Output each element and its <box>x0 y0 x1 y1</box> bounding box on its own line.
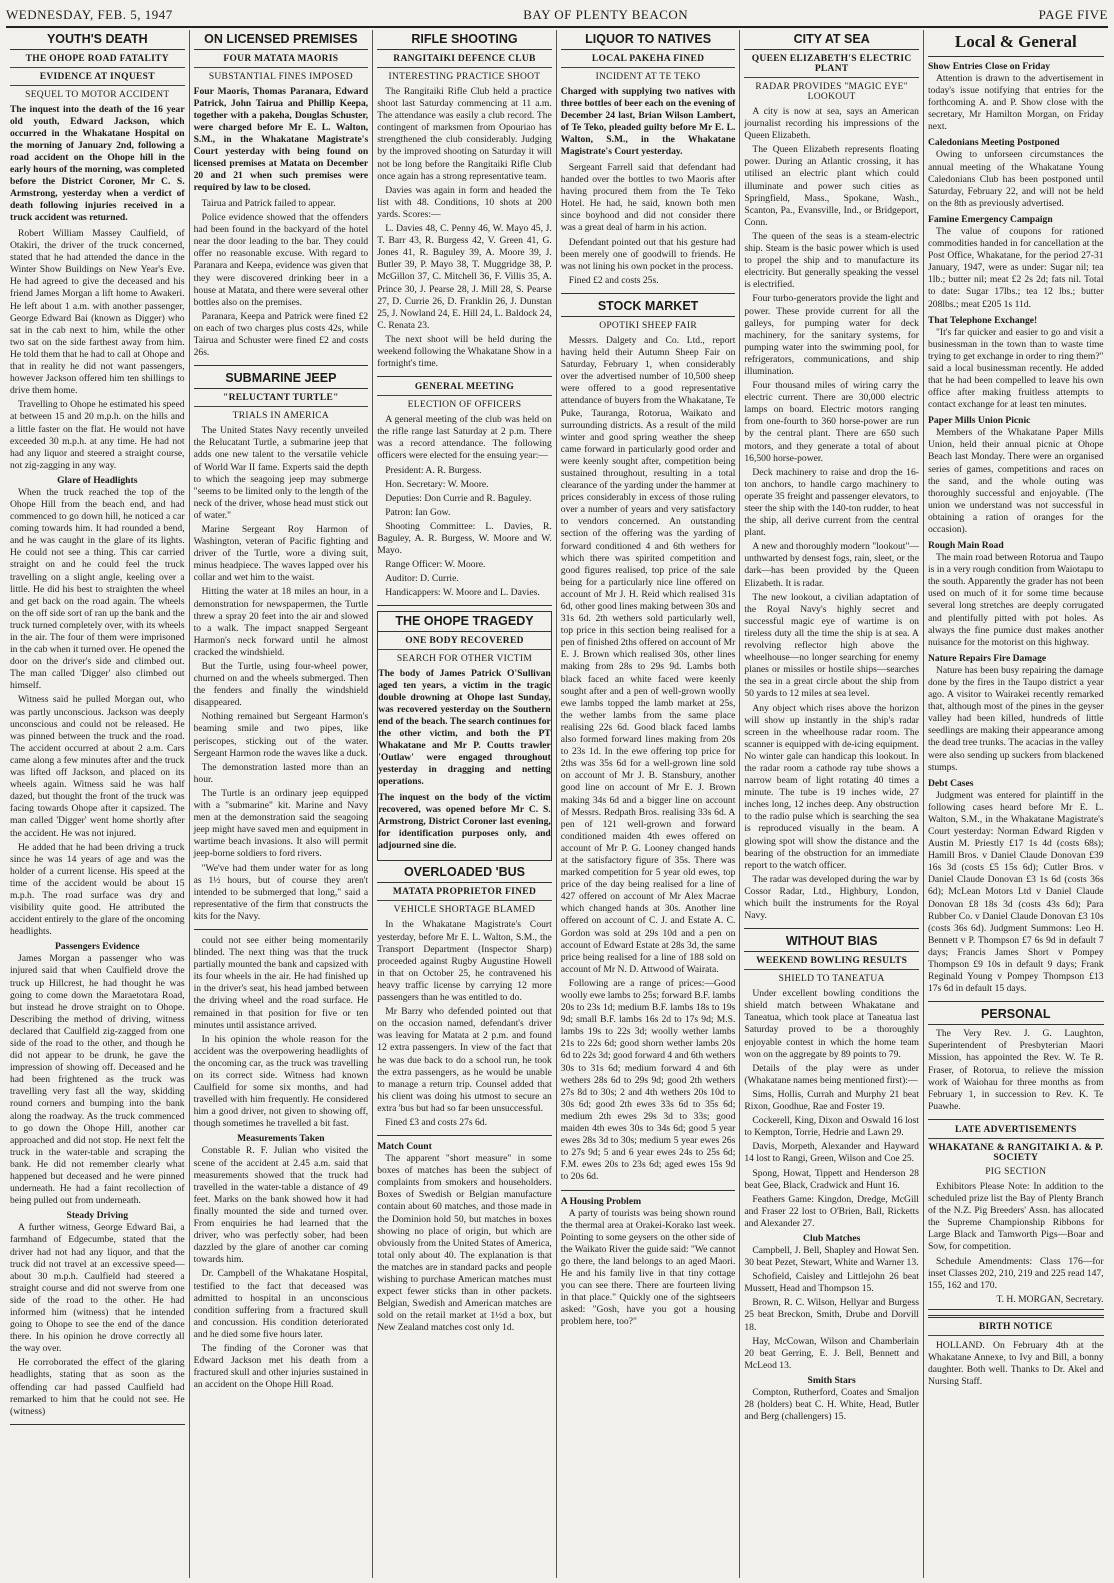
article-paragraph: Hon. Secretary: W. Moore. <box>385 478 489 490</box>
article-licensed-premises <box>194 32 369 366</box>
article-paragraph: The demonstration lasted more than an hour. <box>193 761 369 785</box>
article-paragraph: Following are a range of prices:—Good woolly ewe lambs to 25s; forward B.F. lambs 20s to 23s 1d; medium B.F. lambs 18s to 19s 9d; small B.F. lambs 16s 2d to 17s 9d; M.S. lambs 19s to 22s 3d; woolly wether lambs 21s to 22s 6d; good shorn wether lambs 20s 6d to 22s 3d; good forward 4 and 6th wethers 30s to 31s 6d; medium forward 4 and 6th wethers 28s 6d to 29s 9d; good 2th wethers 27s 8d to 30s; 2 and 4th wethers 20s 10d to 30s 6d; good 2th ewes 33s 6d to 35s 6d; medium 2th ewes 29s 3d to 33s; good maiden 4th ewes 30s to 34s 6d; good 5 year ewes 28s 3d to 30s; medium 5 year ewes 26s to 27s 9d; 5 and 6 year ewes 24s to 25s 6d; F.M. ewes 20s to 23s 6d; aged ewes 15s 9d to 20s 6d. <box>560 977 736 1183</box>
article-paragraph: Hay, McCowan, Wilson and Chamberlain 20 beat Gerring, E. J. Bell, Bennett and McLeod 13. <box>744 1335 919 1371</box>
section-title: Local & General <box>928 32 1104 57</box>
article-subheading: MATATA PROPRIETOR FINED <box>377 887 552 901</box>
article-paragraph: L. Davies 48, C. Penny 46, W. Mayo 45, J. T. Barr 43, R. Burgess 42, V. Green 41, G. Jones 41, R. Baguley 39, A. Moore 39, J. Butler 39, P. Mayo 38, T. Muggridge 38, P. McGillon 37, C. Mitchell 36, F. Villis 35, A. Prince 30, J. Pearse 28, J. Mill 28, S. Pearse 27, D. Currie 26, D. Franklin 26, J. Dunstan 25, J. Nowland 24, E. Hill 24, L. Baldock 24, C. Renata 23. <box>377 223 552 331</box>
item-text: Judgment was entered for plaintiff in the following cases heard before Mr E. L. Walton, S.M., in the Whakatane Magistrate's Court yesterday: Norman Edward Rigden v Austin M. Priestly £17 1s 4d (costs 68s); Hamill Bros. v Daniel Claude Donovan £39 16s 3d (costs £5 15s 6d); Cutler Bros. v Daniel Claude Donovan £3 1s 6d (costs 36s 6d); McLean Motors Ltd v Daniel Claude Donovan £8 18s 3d (costs 43s 6d); Para Rubber Co. v Daniel Claude Donovan £3 10s (costs 36s 6d). Judgment Summons: Leo H. Bennett v P. Thompson £7 6s 9d in default 7 days; Francis James Short v Pompey Thompson £9 10s in default 9 days; Frank Reginald Young v Pompey Thompson £13 17s 6d in default 15 days. <box>927 789 1104 995</box>
article-headline: WITHOUT BIAS <box>744 934 919 952</box>
article-subheading: LOCAL PAKEHA FINED <box>561 54 736 68</box>
article-paragraph: Police evidence showed that the offenders had been found in the backyard of the hotel near the door leading to the bar. They could offer no reasonable excuse. With regard to Paranara and Keepa, evidence was given that they were discovered drinking beer in a house at Matata, and there were several other bottles also on the premises. <box>193 212 369 308</box>
article-paragraph: Campbell, J. Bell, Shapley and Howat Sen. 30 beat Pezet, Stewart, White and Warner 13. <box>744 1244 919 1269</box>
section-heading: Passengers Evidence <box>55 941 140 953</box>
article-paragraph: A new and thoroughly modern "lookout"—unthwarted by densest fogs, rain, sleet, or the dark—has been provided by the Queen Elizabeth. It is radar. <box>744 541 919 589</box>
article-paragraph: Four thousand miles of wiring carry the electric current. There are 30,000 electric lamps on board. Electric motors ranging from one-fourth to 360 horse-power are run by the central plant. There are 650 such motors, and they generate a total of about 16,500 horse-power. <box>744 380 919 464</box>
article-paragraph: Shooting Committee: L. Davies, R. Baguley, A. R. Burgess, W. Moore and W. Mayo. <box>377 520 552 557</box>
article-paragraph: In the Whakatane Magistrate's Court yesterday, before Mr E. L. Walton, S.M., the Transport Department (Inspector Sharp) proceeded against Rugby Augustine Howell in that on October 25, he contravened his heavy traffic license by carrying 12 more passengers than he was entitled to do. <box>377 919 552 1004</box>
item-heading: That Telephone Exchange! <box>927 314 1038 326</box>
section-heading: Glare of Headlights <box>57 474 138 486</box>
article-subheading: THE OHOPE ROAD FATALITY <box>10 54 185 68</box>
article-paragraph: The Queen Elizabeth represents floating power. During an Atlantic crossing, it has utilised an electric plant which could illuminate and power such cities as Springfield, Mass., Spokane, Wash., Scanton, Pa., Evansville, Ind., or Bridgeport, Conn. <box>744 144 919 228</box>
item-text: Attention is drawn to the advertisement in today's issue notifying that entries for the forthcoming A. and P. Show close with the secretary, Mr Hamilton Morgan, on Friday next. <box>927 73 1104 133</box>
article-subheading: WEEKEND BOWLING RESULTS <box>744 956 919 970</box>
ad-signature: T. H. MORGAN, Secretary. <box>996 1293 1104 1305</box>
section-heading: Steady Driving <box>66 1210 129 1222</box>
item-text: The value of coupons for rationed commodities handed in for cancellation at the Post Office, Whakatane, for the period 27-31 January, 1947, were as under: Sugar nil; tea 1lb.; butter nil; meat £2 2s 2d; fats nil. Total to date: Sugar 17lbs.; tea 12 lbs.; butter 208lbs.; meat £205 1s 11d. <box>927 225 1104 310</box>
article-headline: SUBMARINE JEEP <box>194 371 369 389</box>
masthead-date: WEDNESDAY, FEB. 5, 1947 <box>6 7 173 22</box>
article-subheading: SUBSTANTIAL FINES IMPOSED <box>208 72 353 82</box>
article-paragraph: Schofield, Caisley and Littlejohn 26 beat Mussett, Head and Thompson 15. <box>744 1271 919 1295</box>
item-heading: Show Entries Close on Friday <box>927 61 1051 72</box>
article-paragraph: He added that he had been driving a truck since he was 14 years of age and was the holder of a current license. His speed at the time of the accident would be about 15 m.p.h. The road surface was dry and visibility quite good. He attributed the accident entirely to the glare of the oncoming headlights. <box>10 841 185 938</box>
article-paragraph: Deck machinery to raise and drop the 16-ton anchors, to handle cargo machinery to operate 35 freight and passenger elevators, to steer the ship with the 140-ton rudder, to heat the ship, all derive current from the central plant. <box>744 466 919 539</box>
article-headline: RIFLE SHOOTING <box>377 32 552 50</box>
article-paragraph: Compton, Rutherford, Coates and Smaljon 28 (holders) beat C. H. White, Head, Butler and Berg (challengers) 15. <box>744 1386 919 1423</box>
article-paragraph: The United States Navy recently unveiled the Relucatant Turtle, a submarine jeep that adds one new talent to the versatile vehicle of World War II fame. Experts said the depth to which the seagoing jeep may submerge "seems to be limited only to the length of the neck of the driver, whose head must stick out of water." <box>193 425 369 521</box>
column-5 <box>740 30 924 1578</box>
article-youths-death-continued <box>194 935 369 1391</box>
item-text: The main road between Rotorua and Taupo is in a very rough condition from Waiotapu to the south. Apparently the grader has not been used on much of it for some time because several long stretches are deeply corrugated and plentifully pitted with pot holes. As always the fine pumice dust makes another nuisance for the motorist on this highway. <box>927 552 1104 648</box>
article-paragraph: Details of the play were as under (Whakatane names being mentioned first):— <box>744 1062 919 1086</box>
column-3 <box>373 30 557 1578</box>
article-headline: OVERLOADED 'BUS <box>377 865 552 883</box>
article-paragraph: A further witness, George Edward Bai, a farmhand of Edgecumbe, stated that the driver had not had any liquor, and that the truck did not travel at an excessive speed—about 30 m.p.h. Caulfield had steered a straight course and did not swerve from one side of the road to the other. He had informed him (witness) that he intended going to Ohope to see the end of the dance there. In his opinion he drove correctly all the way over. <box>10 1222 185 1355</box>
column-6 <box>924 30 1108 1578</box>
article-liquor-to-natives <box>561 32 736 294</box>
article-paragraph: Deputies: Don Currie and R. Baguley. <box>385 492 532 504</box>
article-paragraph: A general meeting of the club was held on the rifle range last Saturday at 2 p.m. There was a record attendance. The following officers were elected for the ensuing year:— <box>377 414 552 462</box>
article-paragraph: Travelling to Ohope he estimated his speed at between 15 and 20 m.p.h. on the hills and a little faster on the flat. He would not have exceeded 30 m.p.h. at any time. He had not had any liquor and steered a straight course, not zig-zagging in any way. <box>10 399 185 471</box>
article-without-bias <box>744 934 919 1423</box>
article-paragraph: Messrs. Dalgety and Co. Ltd., report having held their Autumn Sheep Fair on Saturday, February 1, when considerably over the advertised number of 10,500 sheep were offered to a good representative attendance of buyers from the Whakatane, Te Puke, Tauranga, Rotorua, Waikato and surrounding districts. As a result of the mild winter and good spring weather the sheep came forward in particularly good order and were keenly sought after, competition being sustained throughout, resulting in a total clearance of the yarding under the hammer at prices considerably in excess of those ruling over a number of years and very satisfactory to vendors concerned. An outstanding section of the offering was the yarding of forward conditioned 4 and 6th wethers for which there was spirited competition and good figures realised, top price of the sale being for a particularly nice line offered on account of Mr J. H. Reid which realised 31s 6d, other good lines making between 30s and 31s 6d. 2th wethers sold particularly well, top price in this section being realised for a pen of finished 2ths offered on account of Mr E. J. Brown which realised 30s, other lines making from 28s to 29s 9d. Lambs both black faced an white faced were keenly sought after and a pen of well-grown woolly ewe lambs topped the lamb market at 25s, the wether lambs from the same place realising 22s 6d. Good black faced lambs also formed forward lines making from 20s to 23s 1d. In the ewe offering top price for 2ths was 35s 6d for a well-grown line sold on account of Mr J. B. Stansbury, another good line on account of Mr E. J. Brown making 34s 6d and a bigger line on account of Messrs. Redpath Bros. realising 33s 6d. A pen of 121 well-grown and forward conditioned maiden 4th ewes offered on account of Mr P. G. Looney changed hands at the satisfactory figure of 35s. There was marked competition for 5 year old ewes, top price of the day being realised for a line of 427 offered on account of Mr Alex Macrae which changed hands at 30s. Another line offered on account of C. J. and Estate A. C. Gordon was sold at 29s 10d and a pen on account of Edward Estate at 28s 3d, the same price being realised for a line of 188 sold on account of Mr N. D. Attwood of Wairata. <box>560 334 736 975</box>
article-paragraph: Tairua and Patrick failed to appear. <box>201 198 336 209</box>
item-text: "It's far quicker and easier to go and visit a businessman in the town than to waste time trying to get exchange in order to ring them?" said a local businessman recently. He added that he had been compelled to leave his own office after making fruitless attempts to contact exchange for at least ten minutes. <box>927 326 1104 411</box>
article-headline: THE OHOPE TRAGEDY <box>378 614 551 632</box>
article-paragraph: Robert William Massey Caulfield, of Otakiri, the driver of the truck concerned, stated that he had attended the dance in the Winter Show Buildings on New Year's Eve. He had agreed to give the deceased and his friend James Morgan a lift home to Awakeri. He left about 1 a.m. with another passenger, George Edward Bai (known as Digger) who sat in the cab next to him, while the other two sat on the side farthest away from him. He told them that he had to call at Ohope and that in reality he did not want passengers, however Jackson offered him ten shillings to drive them home. <box>10 228 185 397</box>
item-text: The Very Rev. J. G. Laughton, Superintendent of Presbyterian Maori Mission, has appointed the Rev. W. Te R. Fraser, of Rotorua, to relieve the mission work of Waiohau for three months as from February 1, in succession to Rev. K. Te Puawhe. <box>927 1028 1104 1112</box>
article-subheading: RADAR PROVIDES "MAGIC EYE" LOOKOUT <box>755 82 908 102</box>
article-subheading: QUEEN ELIZABETH'S ELECTRIC PLANT <box>744 54 919 78</box>
article-paragraph: Sims, Hollis, Currah and Murphy 21 beat Rixon, Goodhue, Rae and Foster 19. <box>744 1088 919 1113</box>
item-text: Owing to unforseen circumstances the annual meeting of the Whakatane Young Caledonians Club has been postponed until Saturday, February 22, and will not be held on the 8th as previously advertised. <box>927 149 1104 209</box>
article-paragraph: The queen of the seas is a steam-electric ship. Steam is the basic power which is used to propel the ship and to manufacture its electricity. But generally speaking the vessel is electrified. <box>744 230 919 291</box>
article-paragraph: Fined £3 and costs 27s 6d. <box>385 1116 487 1128</box>
article-paragraph: Defendant pointed out that his gesture had been merely one of goodwill to friends. He was not lining his own pocket in the process. <box>560 236 736 272</box>
item-text: Members of the Whakatane Paper Mills Union, held their annual picnic at Ohope Beach last Monday. There were an organised series of games, competitions and races on the sand, and the whole outing was thoroughly successful and enjoyable. (The union we understand was not successful in obtaining a ration of oranges for the occasion). <box>927 427 1104 535</box>
item-heading: Paper Mills Union Picnic <box>927 415 1031 427</box>
masthead <box>6 4 1108 28</box>
article-submarine-jeep <box>194 371 369 930</box>
item-heading: Caledonians Meeting Postponed <box>927 137 1060 149</box>
article-paragraph: Cockerell, King, Dixon and Oswald 16 lost to Kempton, Torrie, Hedrie and Lawn 29. <box>744 1115 919 1139</box>
article-subheading: SEQUEL TO MOTOR ACCIDENT <box>25 90 170 100</box>
article-subheading: "RELUCTANT TURTLE" <box>194 393 369 407</box>
article-lead: The inquest on the body of the victim recovered, was opened before Mr C. S. Armstrong, District Coroner last evening, for identification purposes only, and adjourned sine die. <box>378 792 551 852</box>
article-youths-death <box>10 32 185 1425</box>
late-advertisements <box>928 1125 1104 1310</box>
article-headline: PERSONAL <box>928 1007 1104 1025</box>
article-ohope-tragedy <box>377 611 552 861</box>
item-heading: Famine Emergency Campaign <box>927 213 1053 225</box>
article-paragraph: He corroborated the effect of the glaring headlights, stating that as soon as the offending car had passed Caulfield had remarked to him that he could not see. He (witness) <box>10 1357 185 1417</box>
article-paragraph: Constable R. F. Julian who visited the scene of the accident at 2.45 a.m. said that measurements showed that the truck had travelled in the water-table a distance of 49 feet. Marks on the bank showed how it had finally mounted the side and turned over. From enquiries he had learned that the driver, who was perfectly sober, had been dazzled by the glare of another car coming towards him. <box>193 1145 369 1266</box>
article-paragraph: The apparent "short measure" in some boxes of matches has been the subject of complaints from smokers and householders. Boxes of Swedish or Belgian manufacture contain about 60 matches, and those made in the Dominion hold 50, but matches in boxes showing no place of origin, but which are obviously from the United States of America, total only about 40. The explanation is that the matches are in standard packs and people wishing to purchase American matches must expect fewer sticks than in other packets. Belgian, Swedish and American matches are sold on the retail market at 1½d a box, but New Zealand matches cost only 1d. <box>377 1153 552 1334</box>
article-paragraph: James Morgan a passenger who was injured said that when Caulfield drove the truck up Hillcrest, he had thought he was going to come down the Maraetotara Road, but instead he drove straight on to Ohope. Describing the method of driving, witness declared that Caulfield zig-zagged from one side of the road to the other, and though he did not appear to be drunk, he gave the impression of showing off. Deceased and he had been frightened as the truck was travelling very fast all the way, skidding round corners and bumping into the bank along the roadway. As the truck commenced to go down the Ohope Hill, another car approached and did not stop. He next felt the truck in the water-table and scraping the bank. He did not remember clearly what happened but deceased and he were pinned underneath. He had a faint recollection of being pulled out from underneath. <box>10 953 185 1207</box>
article-subheading: SHIELD TO TANEATUA <box>778 974 885 985</box>
article-paragraph: Four turbo-generators provide the light and power. These provide current for all the galleys, for pumping water for deck machinery, for the sanitary systems, for pumping water into the swimming pool, for refrigerators, communications, and ship illumination. <box>744 293 919 377</box>
article-paragraph: Mr Barry who defended pointed out that on the occasion named, defendant's driver was leaving for Matata at 2 p.m. and found 12 extra passengers. In view of the fact that he was due back to do a school run, he took the extra passengers, as he would be unable to manage a return trip. Counsel added that his client was doing his utmost to secure an extra 'bus but had so far been unsuccessful. <box>377 1006 552 1114</box>
local-and-general <box>928 32 1104 1002</box>
article-paragraph: Hitting the water at 18 miles an hour, in a demonstration for newspapermen, the Turtle threw a spray 20 feet into the air and slowed to a walk. The impact snapped Sergeant Harmon's neck forward until he almost cracked the windshield. <box>193 586 369 658</box>
article-subheading: OPOTIKI SHEEP FAIR <box>599 320 697 331</box>
column-4 <box>557 30 741 1578</box>
article-subheading: EVIDENCE AT INQUEST <box>10 72 185 86</box>
article-stock-market <box>561 299 736 1191</box>
article-lead: Charged with supplying two natives with three bottles of beer each on the evening of December 24 last, Brian Wilson Lambert, of Te Teko, pleaded guilty before Mr E. L. Walton, S.M., in the Whakatane Magistrate's Court yesterday. <box>560 86 736 157</box>
column-2 <box>190 30 374 1578</box>
section-heading: Measurements Taken <box>237 1133 325 1145</box>
article-subheading: INCIDENT AT TE TEKO <box>595 72 701 82</box>
section-heading: Match Count <box>377 1141 432 1153</box>
article-paragraph: The new lookout, a civilian adaptation of the Royal Navy's highly secret and successful magic eye of wartime is on tireless duty all the time the ship is at sea. A revolving reflector high above the wheelhouse—no longer searching for enemy planes or missiles or hostile ships—searches the sea in a great circle about the ship from 50 yards to 12 miles at sea level. <box>744 591 919 700</box>
article-paragraph: But the Turtle, using four-wheel power, churned on and the wheels submerged. Then the fenders and finally the windshield disappeared. <box>193 661 369 709</box>
notice-text: HOLLAND. On February 4th at the Whakatane Annexe, to Ivy and Bill, a bonny daughter. Both well. Thanks to Dr. Akel and Nursing Staff. <box>927 1339 1104 1388</box>
article-paragraph: Under excellent bowling conditions the shield match between Whakatane and Taneatua, which took place at Taneatua last Saturday proved to be a thoroughly enjoyable contest in which the home team won on the aggregate by 89 points to 79. <box>744 988 919 1060</box>
article-city-at-sea <box>744 32 919 929</box>
article-paragraph: A party of tourists was being shown round the thermal area at Orakei-Korako last week. Pointing to some geysers on the other side of the Waikato River the guide said: "We cannot go there, the land belongs to an aged Maori. He and his family live in that tiny cottage you can see there. There are fourteen living in that place." Quickly one of the sightseers asked: "Gosh, have you got a housing problem here, too?" <box>560 1207 736 1328</box>
section-title: LATE ADVERTISEMENTS <box>928 1125 1104 1139</box>
article-paragraph: Davis, Morpeth, Alexander and Hayward 14 lost to Rangi, Green, Wilson and Coe 25. <box>744 1141 919 1165</box>
article-paragraph: A city is now at sea, says an American journalist recording his impressions of the Queen Elizabeth. <box>744 106 919 142</box>
article-paragraph: The Turtle is an ordinary jeep equipped with a "submarine" kit. Marine and Navy men at the demonstration said the seagoing jeep might have saved men and equipment in wartime beach invasions. It also will permit jeep-borne soldiers to ford rivers. <box>193 787 369 860</box>
article-paragraph: President: A. R. Burgess. <box>385 464 482 476</box>
article-paragraph: Witness said he pulled Morgan out, who was partly unconscious. Jackson was deeply unconscious and could not be released. He was pinned between the truck and the road. The accident occurred at about 2 a.m. Cars came along a few minutes after and the truck was lifted off Jackson, and placed on its wheels again. Witness said he was half dazed, but thought the front of the truck was facing towards Ohope after it capsized. The man called 'Digger' went home shortly after the accident. He was not injured. <box>10 694 185 839</box>
item-text: Nature has been busy repairing the damage done by the fires in the Taupo district a year ago. A visitor to Wairakei recently remarked that, although most of the pines in the geyser valley had been killed, hundreds of little seedlings are making their appearance among the dead tree trunks. The acacias in the valley were also sending up suckers from blackened stumps. <box>927 664 1104 773</box>
article-lead: The body of James Patrick O'Sullivan aged ten years, a victim in the tragic double drowning at Ohope last Sunday, was recovered yesterday on the Southern end of the beach. The search continues for the other victim, and both the PT Whakatane and Mr P. Coutts trawler 'Outlaw' were engaged throughout yesterday in dragging and netting operations. <box>378 668 551 788</box>
article-paragraph: Any object which rises above the horizon will show up instantly in the ship's radar screen in the wheelhouse radar room. The scanner is equipped with de-icing equipment. No winter gale can handicap this lookout. In the radar room a cathode ray tube shows a narrow beam of light rotating 40 times a minute. The tube is 19 inches wide, 27 inches long, 12 inches deep. Any obstruction to the radio pulse which is searching the sea is reproduced visually in the beam. A glowing spot will show the distance and the bearing of the obstruction for an immediate report to the watch officer. <box>744 702 919 871</box>
article-paragraph: Dr. Campbell of the Whakatane Hospital, testified to the fact that deceased was admitted to hospital in an unconscious condition suffering from a fractured skull and concussion. His condition deteriorated and he died some five hours later. <box>193 1268 369 1340</box>
article-paragraph: Feathers Game: Kingdon, Dredge, McGill and Fraser 22 lost to O'Brien, Ball, Ricketts and Alexander 27. <box>744 1193 919 1229</box>
article-subheading: ELECTION OF OFFICERS <box>407 400 522 411</box>
article-match-count <box>377 1141 552 1334</box>
article-paragraph: could not see either being momentarily blinded. The next thing was that the truck partially mounted the bank and capsized with its four wheels in the air. He had finished up in the driver's seat, his head jambed between the driving wheel and the road surface. He remained in that position for five or ten minutes until assistance arrived. <box>193 934 369 1031</box>
article-subheading: ONE BODY RECOVERED <box>378 636 551 650</box>
item-heading: Rough Main Road <box>927 540 1004 552</box>
article-general-meeting <box>377 382 552 606</box>
article-headline: LIQUOR TO NATIVES <box>561 32 736 50</box>
article-headline: CITY AT SEA <box>744 32 919 50</box>
article-paragraph: Marine Sergeant Roy Harmon of Washington, veteran of Pacific fighting and driver of the Turtle, wore a diving suit, minus headpiece. The waves lapped over his collar and wet him to the waist. <box>193 523 369 584</box>
article-paragraph: Spong, Howat, Tippett and Henderson 28 beat Gee, Black, Cradwick and Hunt 16. <box>744 1167 919 1191</box>
ad-text: Exhibitors Please Note: In addition to the scheduled prize list the Bay of Plenty Branch of the N.Z. Pig Breeders' Assn. has allocated the Supreme Championship Ribbons for Large Black and Tamworth Pigs—Boar and Sow, for competition. <box>927 1180 1104 1253</box>
section-heading: A Housing Problem <box>560 1195 642 1207</box>
article-paragraph: Davies was again in form and headed the list with 48. Conditions, 10 shots at 200 yards. Scores:— <box>377 184 552 220</box>
article-headline: STOCK MARKET <box>561 299 736 317</box>
article-lead: Four Maoris, Thomas Paranara, Edward Patrick, John Tairua and Phillip Keepa, together with a pakeha, Douglas Schuster, were charged before Mr E. L. Walton, S.M., in the Whakatane Magistrate's Court yesterday with being found on licensed premises at Matata on December 20 and 21 when such premises were required by law to be closed. <box>193 86 369 193</box>
article-overloaded-bus <box>377 865 552 1136</box>
section-heading: Club Matches <box>803 1232 861 1244</box>
article-paragraph: Nothing remained but Sergeant Harmon's beaming smile and two pipes, like periscopes, sticking out of the water. Sergeant Harmon rode the waves like a duck. <box>193 711 369 759</box>
article-paragraph: The radar was developed during the war by Cossor Radar, Ltd., Highbury, London, which built the instruments for the Royal Navy. <box>744 873 919 922</box>
masthead-page-number: PAGE FIVE <box>1038 7 1108 22</box>
page-columns <box>6 30 1108 1578</box>
article-subheading: TRIALS IN AMERICA <box>232 411 330 422</box>
article-paragraph: When the truck reached the top of the Ohope Hill from the beach end, and had commenced to go down hill, he noticed a car coming towards him. It had rounded a bend, and he was caught in the glare of its lights. He could not see a thing. This car carried straight on and he could feel the truck travelling on a slight angle, keeling over a little. He did his best to straighten the wheel and get back on the road again. The wheels on the off side sort of ran up the bank and the truck turned completely over, with its wheels in the air. The four of them were imprisoned in the cab when it turned over. He opened the door on the driver's side and climbed out. The man called 'Digger' also climbed out himself. <box>10 486 185 692</box>
section-heading: Smith Stars <box>807 1374 856 1386</box>
ad-subtitle: PIG SECTION <box>985 1166 1047 1177</box>
article-subheading: GENERAL MEETING <box>377 382 552 396</box>
item-heading: Debt Cases <box>927 777 974 789</box>
article-paragraph: Paranara, Keepa and Patrick were fined £2 on each of two charges plus costs 42s, while Tairua and Schuster were fined £2 and costs 26s. <box>193 310 369 359</box>
article-paragraph: Fined £2 and costs 25s. <box>568 274 659 286</box>
article-paragraph: In his opinion the whole reason for the accident was the overpowering headlights of the oncoming car, as the truck was travelling on its correct side. Witness had known Caulfield for some six months, and had travelled with him frequently. He considered him a good driver, not given to showing off, though sometimes he travelled a bit fast. <box>193 1033 369 1130</box>
article-paragraph: The next shoot will be held during the weekend following the Whakatane Show in a fortnight's time. <box>377 333 552 370</box>
personal <box>928 1007 1104 1120</box>
masthead-paper-name: BAY OF PLENTY BEACON <box>523 7 689 22</box>
article-paragraph: Patron: Ian Gow. <box>385 506 451 518</box>
article-subheading: INTERESTING PRACTICE SHOOT <box>388 72 541 82</box>
article-paragraph: Handicappers: W. Moore and L. Davies. <box>385 587 540 599</box>
article-paragraph: Sergeant Farrell said that defendant had handed over the bottles to two Maoris after having procured them from the Te Teko Hotel. He had, he said, known both men since boyhood and did not consider there was a great deal of harm in his action. <box>560 162 736 234</box>
article-subheading: SEARCH FOR OTHER VICTIM <box>396 654 533 665</box>
article-paragraph: The finding of the Coroner was that Edward Jackson met his death from a fractured skull and other injuries sustained in an accident on the Ohope Hill Road. <box>193 1342 369 1391</box>
article-subheading: FOUR MATATA MAORIS <box>194 54 369 68</box>
article-headline: YOUTH'S DEATH <box>10 32 185 50</box>
article-subheading: RANGITAIKI DEFENCE CLUB <box>377 54 552 68</box>
ad-title: WHAKATANE & RANGITAIKI A. & P. SOCIETY <box>928 1142 1104 1163</box>
article-paragraph: Auditor: D. Currie. <box>385 573 459 585</box>
article-rifle-shooting <box>377 32 552 377</box>
article-subheading: VEHICLE SHORTAGE BLAMED <box>393 905 536 916</box>
article-paragraph: Brown, R. C. Wilson, Hellyar and Burgess 25 beat Breckon, Smith, Drube and Dorvill 18. <box>744 1297 919 1333</box>
birth-notice <box>928 1315 1104 1388</box>
article-paragraph: "We've had them under water for as long as 1½ hours, but of course they aren't intended to be submerged that long," said a representative of the firm that constructs the kits for the Navy. <box>193 862 369 922</box>
ad-text: Schedule Amendments: Class 176—for inset Classes 202, 210, 219 and 225 read 147, 155, 162 and 170. <box>927 1255 1104 1291</box>
section-title: BIRTH NOTICE <box>928 1322 1104 1336</box>
article-paragraph: Range Officer: W. Moore. <box>385 559 486 571</box>
article-paragraph: The Rangitaiki Rifle Club held a practice shoot last Saturday commencing at 11 a.m. The attendance was easily a club record. The contingent of marksmen from Opouriao has strengthened the club considerably. Judging by the improved shooting on Saturday it will not be long before the Rangitaiki Rifle Club once again has a strong representative team. <box>377 86 552 182</box>
article-headline: ON LICENSED PREMISES <box>194 32 369 50</box>
item-heading: Nature Repairs Fire Damage <box>927 652 1047 664</box>
article-housing-problem <box>561 1196 736 1329</box>
column-1 <box>6 30 190 1578</box>
article-lead: The inquest into the death of the 16 year old youth, Edward Jackson, which occurred in the Whakatane Hospital on the morning of January 2nd, following a road accident on the Ohope hill in the early hours of the morning, was completed before the District Coroner, Mr C. S. Armstrong, yesterday when a verdict of death following injuries received in a truck accident was returned. <box>10 104 185 223</box>
